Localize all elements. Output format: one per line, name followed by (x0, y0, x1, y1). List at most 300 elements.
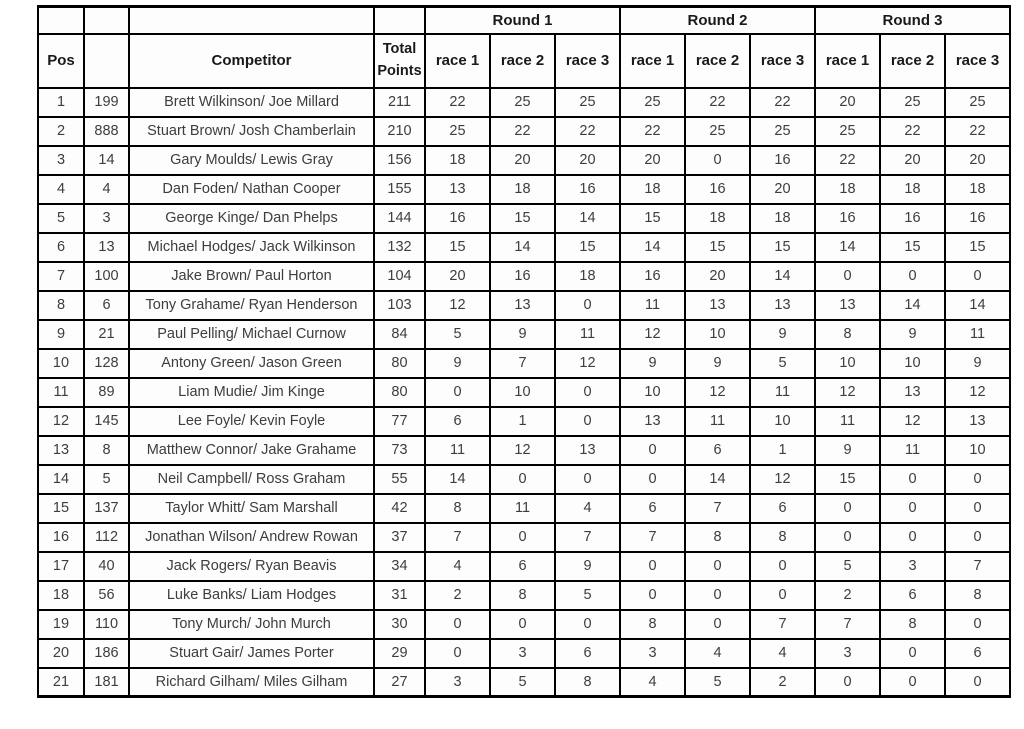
score-cell: 9 (815, 436, 880, 465)
table-row (38, 639, 1010, 668)
score-cell: 14 (750, 262, 815, 291)
round-2-race-2-header: race 2 (685, 34, 750, 88)
score-cell: 9 (490, 320, 555, 349)
score-cell: 11 (815, 407, 880, 436)
score-cell: 5 (425, 320, 490, 349)
score-cell: 11 (685, 407, 750, 436)
score-cell: 25 (815, 117, 880, 146)
position-cell: 21 (38, 668, 84, 697)
total-points-cell: 42 (374, 494, 425, 523)
total-points-cell: 156 (374, 146, 425, 175)
table-row (38, 494, 1010, 523)
score-cell: 18 (620, 175, 685, 204)
total-points-cell: 37 (374, 523, 425, 552)
score-cell: 18 (880, 175, 945, 204)
score-cell: 15 (880, 233, 945, 262)
position-cell: 15 (38, 494, 84, 523)
score-cell: 16 (620, 262, 685, 291)
number-cell: 89 (84, 378, 129, 407)
score-cell: 6 (490, 552, 555, 581)
score-cell: 6 (620, 494, 685, 523)
table-row (38, 668, 1010, 697)
number-cell: 56 (84, 581, 129, 610)
number-cell: 128 (84, 349, 129, 378)
table-row (38, 523, 1010, 552)
round-1-header: Round 1 (425, 7, 620, 34)
score-cell: 0 (880, 668, 945, 697)
table-row (38, 175, 1010, 204)
score-cell: 12 (555, 349, 620, 378)
score-cell: 13 (750, 291, 815, 320)
table-row (38, 465, 1010, 494)
score-cell: 6 (685, 436, 750, 465)
score-cell: 8 (815, 320, 880, 349)
score-cell: 12 (815, 378, 880, 407)
pos-column-header: Pos (38, 34, 84, 88)
position-cell: 10 (38, 349, 84, 378)
number-cell: 186 (84, 639, 129, 668)
position-cell: 16 (38, 523, 84, 552)
score-cell: 9 (750, 320, 815, 349)
table-row (38, 291, 1010, 320)
score-cell: 18 (490, 175, 555, 204)
score-cell: 15 (620, 204, 685, 233)
total-points-cell: 73 (374, 436, 425, 465)
score-cell: 18 (750, 204, 815, 233)
score-cell: 12 (945, 378, 1010, 407)
competitor-cell: Lee Foyle/ Kevin Foyle (129, 407, 374, 436)
table-row (38, 436, 1010, 465)
score-cell: 8 (425, 494, 490, 523)
competitor-cell: Liam Mudie/ Jim Kinge (129, 378, 374, 407)
round-3-race-1-header: race 1 (815, 34, 880, 88)
position-cell: 5 (38, 204, 84, 233)
table-row (38, 349, 1010, 378)
position-cell: 13 (38, 436, 84, 465)
score-cell: 0 (555, 407, 620, 436)
score-cell: 10 (945, 436, 1010, 465)
position-cell: 1 (38, 88, 84, 117)
score-cell: 9 (880, 320, 945, 349)
competitor-cell: Michael Hodges/ Jack Wilkinson (129, 233, 374, 262)
score-cell: 11 (880, 436, 945, 465)
score-cell: 0 (685, 581, 750, 610)
competitor-cell: Jonathan Wilson/ Andrew Rowan (129, 523, 374, 552)
score-cell: 3 (490, 639, 555, 668)
competitor-cell: Luke Banks/ Liam Hodges (129, 581, 374, 610)
competitor-cell: Gary Moulds/ Lewis Gray (129, 146, 374, 175)
score-cell: 13 (880, 378, 945, 407)
score-cell: 0 (490, 523, 555, 552)
score-cell: 4 (620, 668, 685, 697)
score-cell: 0 (815, 494, 880, 523)
score-cell: 22 (945, 117, 1010, 146)
score-cell: 8 (620, 610, 685, 639)
empty-header-cell (129, 7, 374, 34)
score-cell: 15 (490, 204, 555, 233)
score-cell: 0 (685, 146, 750, 175)
score-cell: 16 (490, 262, 555, 291)
table-row (38, 146, 1010, 175)
round-3-race-3-header: race 3 (945, 34, 1010, 88)
position-cell: 18 (38, 581, 84, 610)
score-cell: 25 (555, 88, 620, 117)
score-cell: 1 (490, 407, 555, 436)
number-cell: 40 (84, 552, 129, 581)
score-cell: 0 (620, 581, 685, 610)
round-2-race-3-header: race 3 (750, 34, 815, 88)
score-cell: 15 (425, 233, 490, 262)
score-cell: 12 (425, 291, 490, 320)
score-cell: 18 (945, 175, 1010, 204)
column-header-row (38, 34, 1010, 88)
score-cell: 0 (685, 552, 750, 581)
total-points-cell: 80 (374, 378, 425, 407)
score-cell: 2 (750, 668, 815, 697)
score-cell: 0 (815, 523, 880, 552)
score-cell: 2 (815, 581, 880, 610)
score-cell: 22 (425, 88, 490, 117)
position-cell: 4 (38, 175, 84, 204)
score-cell: 7 (620, 523, 685, 552)
competitor-cell: Tony Murch/ John Murch (129, 610, 374, 639)
competitor-cell: Brett Wilkinson/ Joe Millard (129, 88, 374, 117)
score-cell: 5 (685, 668, 750, 697)
score-cell: 0 (620, 465, 685, 494)
score-cell: 6 (425, 407, 490, 436)
score-cell: 0 (490, 465, 555, 494)
competitor-cell: Jack Rogers/ Ryan Beavis (129, 552, 374, 581)
score-cell: 12 (620, 320, 685, 349)
empty-header-cell (38, 7, 84, 34)
score-cell: 8 (750, 523, 815, 552)
score-cell: 14 (685, 465, 750, 494)
competitor-cell: Paul Pelling/ Michael Curnow (129, 320, 374, 349)
score-cell: 15 (945, 233, 1010, 262)
position-cell: 14 (38, 465, 84, 494)
score-cell: 14 (425, 465, 490, 494)
table-row (38, 581, 1010, 610)
score-cell: 7 (750, 610, 815, 639)
score-cell: 0 (750, 552, 815, 581)
number-cell: 21 (84, 320, 129, 349)
score-cell: 0 (880, 523, 945, 552)
score-cell: 18 (685, 204, 750, 233)
score-cell: 25 (490, 88, 555, 117)
score-cell: 25 (685, 117, 750, 146)
competitor-cell: Tony Grahame/ Ryan Henderson (129, 291, 374, 320)
score-cell: 0 (685, 610, 750, 639)
score-cell: 20 (555, 146, 620, 175)
competitor-column-header: Competitor (129, 34, 374, 88)
score-cell: 2 (425, 581, 490, 610)
score-cell: 16 (815, 204, 880, 233)
number-cell: 110 (84, 610, 129, 639)
score-cell: 0 (425, 378, 490, 407)
table-row (38, 610, 1010, 639)
round-header-row (38, 7, 1010, 34)
score-cell: 4 (685, 639, 750, 668)
score-cell: 0 (555, 465, 620, 494)
score-cell: 13 (555, 436, 620, 465)
score-cell: 13 (685, 291, 750, 320)
total-points-cell: 55 (374, 465, 425, 494)
total-points-cell: 27 (374, 668, 425, 697)
score-cell: 0 (880, 639, 945, 668)
position-cell: 8 (38, 291, 84, 320)
total-points-cell: 77 (374, 407, 425, 436)
number-cell: 5 (84, 465, 129, 494)
score-cell: 7 (945, 552, 1010, 581)
score-cell: 12 (490, 436, 555, 465)
score-cell: 10 (750, 407, 815, 436)
score-cell: 3 (620, 639, 685, 668)
score-cell: 0 (555, 291, 620, 320)
score-cell: 0 (555, 378, 620, 407)
score-cell: 13 (945, 407, 1010, 436)
round-2-race-1-header: race 1 (620, 34, 685, 88)
score-cell: 15 (555, 233, 620, 262)
score-cell: 25 (620, 88, 685, 117)
score-cell: 20 (880, 146, 945, 175)
competitor-cell: Antony Green/ Jason Green (129, 349, 374, 378)
position-cell: 17 (38, 552, 84, 581)
table-row (38, 117, 1010, 146)
total-points-cell: 34 (374, 552, 425, 581)
score-cell: 5 (555, 581, 620, 610)
score-cell: 18 (815, 175, 880, 204)
score-cell: 9 (685, 349, 750, 378)
number-cell: 3 (84, 204, 129, 233)
score-cell: 13 (490, 291, 555, 320)
score-cell: 4 (425, 552, 490, 581)
number-cell: 4 (84, 175, 129, 204)
score-cell: 20 (685, 262, 750, 291)
score-cell: 11 (425, 436, 490, 465)
total-points-cell: 210 (374, 117, 425, 146)
score-cell: 14 (620, 233, 685, 262)
score-cell: 11 (555, 320, 620, 349)
score-cell: 10 (685, 320, 750, 349)
score-cell: 6 (555, 639, 620, 668)
competitor-cell: Matthew Connor/ Jake Grahame (129, 436, 374, 465)
empty-header-cell (374, 7, 425, 34)
score-cell: 14 (490, 233, 555, 262)
score-cell: 0 (815, 262, 880, 291)
score-cell: 7 (425, 523, 490, 552)
score-cell: 0 (815, 668, 880, 697)
competitor-cell: Stuart Brown/ Josh Chamberlain (129, 117, 374, 146)
score-cell: 25 (425, 117, 490, 146)
score-cell: 6 (750, 494, 815, 523)
score-cell: 6 (880, 581, 945, 610)
score-cell: 13 (815, 291, 880, 320)
score-cell: 20 (620, 146, 685, 175)
total-points-cell: 29 (374, 639, 425, 668)
score-cell: 25 (880, 88, 945, 117)
table-row (38, 262, 1010, 291)
score-cell: 0 (750, 581, 815, 610)
table-row (38, 552, 1010, 581)
round-2-header: Round 2 (620, 7, 815, 34)
position-cell: 20 (38, 639, 84, 668)
competitor-cell: Richard Gilham/ Miles Gilham (129, 668, 374, 697)
total-points-cell: 104 (374, 262, 425, 291)
score-cell: 5 (490, 668, 555, 697)
number-cell: 14 (84, 146, 129, 175)
score-cell: 8 (945, 581, 1010, 610)
competitor-cell: Jake Brown/ Paul Horton (129, 262, 374, 291)
score-cell: 3 (815, 639, 880, 668)
score-cell: 20 (945, 146, 1010, 175)
score-cell: 5 (750, 349, 815, 378)
score-cell: 0 (425, 610, 490, 639)
number-cell: 6 (84, 291, 129, 320)
score-cell: 0 (945, 523, 1010, 552)
table-row (38, 378, 1010, 407)
score-cell: 25 (945, 88, 1010, 117)
score-cell: 9 (945, 349, 1010, 378)
round-1-race-3-header: race 3 (555, 34, 620, 88)
score-cell: 15 (685, 233, 750, 262)
score-cell: 22 (750, 88, 815, 117)
score-cell: 20 (750, 175, 815, 204)
score-cell: 8 (685, 523, 750, 552)
score-cell: 8 (880, 610, 945, 639)
score-cell: 3 (425, 668, 490, 697)
table-row (38, 233, 1010, 262)
score-cell: 7 (815, 610, 880, 639)
competitor-cell: Taylor Whitt/ Sam Marshall (129, 494, 374, 523)
score-cell: 10 (880, 349, 945, 378)
score-cell: 0 (945, 262, 1010, 291)
score-cell: 0 (620, 436, 685, 465)
score-cell: 0 (945, 610, 1010, 639)
score-cell: 16 (555, 175, 620, 204)
round-3-header: Round 3 (815, 7, 1010, 34)
score-cell: 0 (490, 610, 555, 639)
score-cell: 16 (685, 175, 750, 204)
score-cell: 22 (555, 117, 620, 146)
score-cell: 22 (815, 146, 880, 175)
score-cell: 11 (490, 494, 555, 523)
score-cell: 7 (555, 523, 620, 552)
score-cell: 4 (750, 639, 815, 668)
score-cell: 9 (425, 349, 490, 378)
position-cell: 19 (38, 610, 84, 639)
score-cell: 3 (880, 552, 945, 581)
score-cell: 12 (685, 378, 750, 407)
competitor-cell: Dan Foden/ Nathan Cooper (129, 175, 374, 204)
competitor-cell: Stuart Gair/ James Porter (129, 639, 374, 668)
position-cell: 2 (38, 117, 84, 146)
score-cell: 22 (685, 88, 750, 117)
score-cell: 14 (880, 291, 945, 320)
total-points-cell: 84 (374, 320, 425, 349)
total-points-column-header: Total Points (374, 34, 425, 88)
number-cell: 13 (84, 233, 129, 262)
score-cell: 13 (620, 407, 685, 436)
table-row (38, 407, 1010, 436)
score-cell: 8 (490, 581, 555, 610)
score-cell: 14 (555, 204, 620, 233)
score-cell: 16 (425, 204, 490, 233)
score-cell: 9 (555, 552, 620, 581)
score-cell: 25 (750, 117, 815, 146)
table-row (38, 320, 1010, 349)
score-cell: 0 (880, 465, 945, 494)
empty-header-cell (84, 7, 129, 34)
total-points-cell: 211 (374, 88, 425, 117)
total-points-cell: 144 (374, 204, 425, 233)
score-cell: 10 (815, 349, 880, 378)
score-cell: 20 (490, 146, 555, 175)
round-3-race-2-header: race 2 (880, 34, 945, 88)
total-points-cell: 132 (374, 233, 425, 262)
round-1-race-1-header: race 1 (425, 34, 490, 88)
position-cell: 7 (38, 262, 84, 291)
score-cell: 0 (555, 610, 620, 639)
number-cell: 137 (84, 494, 129, 523)
score-cell: 12 (880, 407, 945, 436)
score-cell: 0 (945, 668, 1010, 697)
total-points-cell: 103 (374, 291, 425, 320)
score-cell: 5 (815, 552, 880, 581)
score-cell: 7 (490, 349, 555, 378)
score-cell: 15 (815, 465, 880, 494)
number-column-header (84, 34, 129, 88)
championship-standings-table (37, 5, 1011, 698)
score-cell: 10 (490, 378, 555, 407)
table-row (38, 88, 1010, 117)
competitor-cell: Neil Campbell/ Ross Graham (129, 465, 374, 494)
round-1-race-2-header: race 2 (490, 34, 555, 88)
score-cell: 0 (945, 494, 1010, 523)
score-cell: 18 (425, 146, 490, 175)
score-cell: 22 (620, 117, 685, 146)
score-cell: 1 (750, 436, 815, 465)
position-cell: 11 (38, 378, 84, 407)
competitor-cell: George Kinge/ Dan Phelps (129, 204, 374, 233)
score-cell: 14 (815, 233, 880, 262)
total-points-cell: 155 (374, 175, 425, 204)
score-cell: 0 (880, 494, 945, 523)
score-cell: 10 (620, 378, 685, 407)
number-cell: 888 (84, 117, 129, 146)
position-cell: 3 (38, 146, 84, 175)
score-cell: 14 (945, 291, 1010, 320)
score-cell: 11 (620, 291, 685, 320)
number-cell: 181 (84, 668, 129, 697)
number-cell: 100 (84, 262, 129, 291)
total-points-cell: 30 (374, 610, 425, 639)
score-cell: 4 (555, 494, 620, 523)
score-cell: 13 (425, 175, 490, 204)
score-cell: 9 (620, 349, 685, 378)
score-cell: 0 (620, 552, 685, 581)
position-cell: 9 (38, 320, 84, 349)
score-cell: 0 (880, 262, 945, 291)
score-cell: 16 (880, 204, 945, 233)
total-points-cell: 80 (374, 349, 425, 378)
total-points-cell: 31 (374, 581, 425, 610)
score-cell: 22 (490, 117, 555, 146)
score-cell: 11 (750, 378, 815, 407)
score-cell: 22 (880, 117, 945, 146)
position-cell: 6 (38, 233, 84, 262)
position-cell: 12 (38, 407, 84, 436)
number-cell: 112 (84, 523, 129, 552)
